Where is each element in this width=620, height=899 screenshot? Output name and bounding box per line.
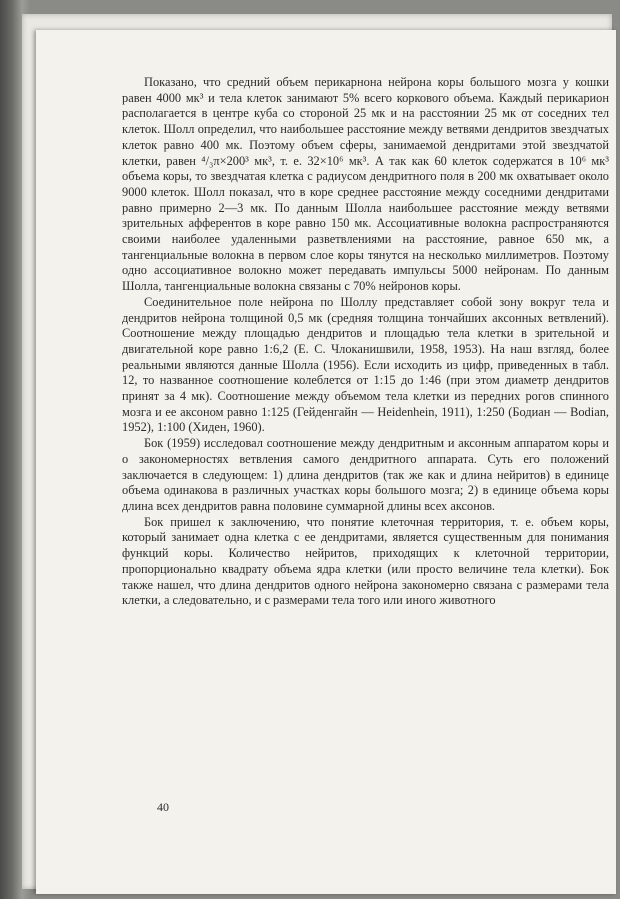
page-body-text [122, 75, 609, 609]
paragraph-3: Бок (1959) исследовал соотношение между дендритным и аксонным аппаратом коры и о закономерностях ветвления самого дендритного аппарата. Суть его положений заключается в следующем: 1) длина дендритов (так же как и длина нейритов) в единице объема одинакова в различных участках коры большого мозга; 2) в единице объема коры длина всех дендритов равна половине суммарной длины всех аксонов. [122, 436, 609, 513]
paragraph-4: Бок пришел к заключению, что понятие клеточная территория, т. е. объем коры, который занимает одна клетка с ее дендритами, является существенным для понимания функций коры. Количество нейритов, приходящих к клеточной территории, пропорционально квадрату объема ядра клетки (или просто величине тела клетки). Бок также нашел, что длина дендритов одного нейрона закономерно связана с размерами тела клетки, а следовательно, и с размерами тела того или иного животного [122, 514, 609, 608]
page-number: 40 [157, 800, 169, 814]
paragraph-2: Соединительное поле нейрона по Шоллу представляет собой зону вокруг тела и дендритов нейрона толщиной 0,5 мк (средняя толщина тончайших аксонных ветвлений). Соотношение между площадью дендритов и площадью тела клетки в зрительной и двигательной коре равно 1:6,2 (Е. С. Члоканишвили, 1958, 1953). На наш взгляд, более реальными являются данные Шолла (1956). Если исходить из цифр, приведенных в табл. 12, то названное соотношение колеблется от 1:15 до 1:46 (при этом диаметр дендритов принят за 4 мк). Соотношение между объемом тела клетки из передних рогов спинного мозга и ее аксоном равно 1:125 (Гейденгайн — Heidenhein, 1911), 1:250 (Бодиан — Bodian, 1952), 1:100 (Хиден, 1960). [122, 294, 609, 435]
paragraph-1: Показано, что средний объем перикарнона нейрона коры большого мозга у кошки равен 4000 мк³ и тела клеток занимают 5% всего коркового объема. Каждый перикарион располагается в центре куба со стороной 25 мк и на расстоянии 25 мк от соседних тел клеток. Шолл определил, что наибольшее расстояние между ветвями дендритов звездчатых клеток равно 400 мк. Поэтому объем сферы, занимаемой дендритами этой звездчатой клетки, равен ⁴/₃π×200³ мк³, т. е. 32×10⁶ мк³. А так как 60 клеток содержатся в 10⁶ мк³ объема коры, то звездчатая клетка с радиусом дендритного поля в 200 мк охватывает около 9000 клеток. Шолл показал, что в коре среднее расстояние между соседними дендритами равно примерно 2—3 мк. По данным Шолла наибольшее расстояние между ветвями зрительных афферентов в коре равно 150 мк. Ассоциативные волокна распространяются своими наиболее удаленными разветвлениями на расстояние, равное 650 мк, а тангенциальные волокна в первом слое коры тянутся на несколько миллиметров. Поэтому одно ассоциативное волокно может передавать импульсы 5000 нейронам. По данным Шолла, тангенциальные волокна связаны с 70% нейронов коры. [122, 75, 609, 294]
